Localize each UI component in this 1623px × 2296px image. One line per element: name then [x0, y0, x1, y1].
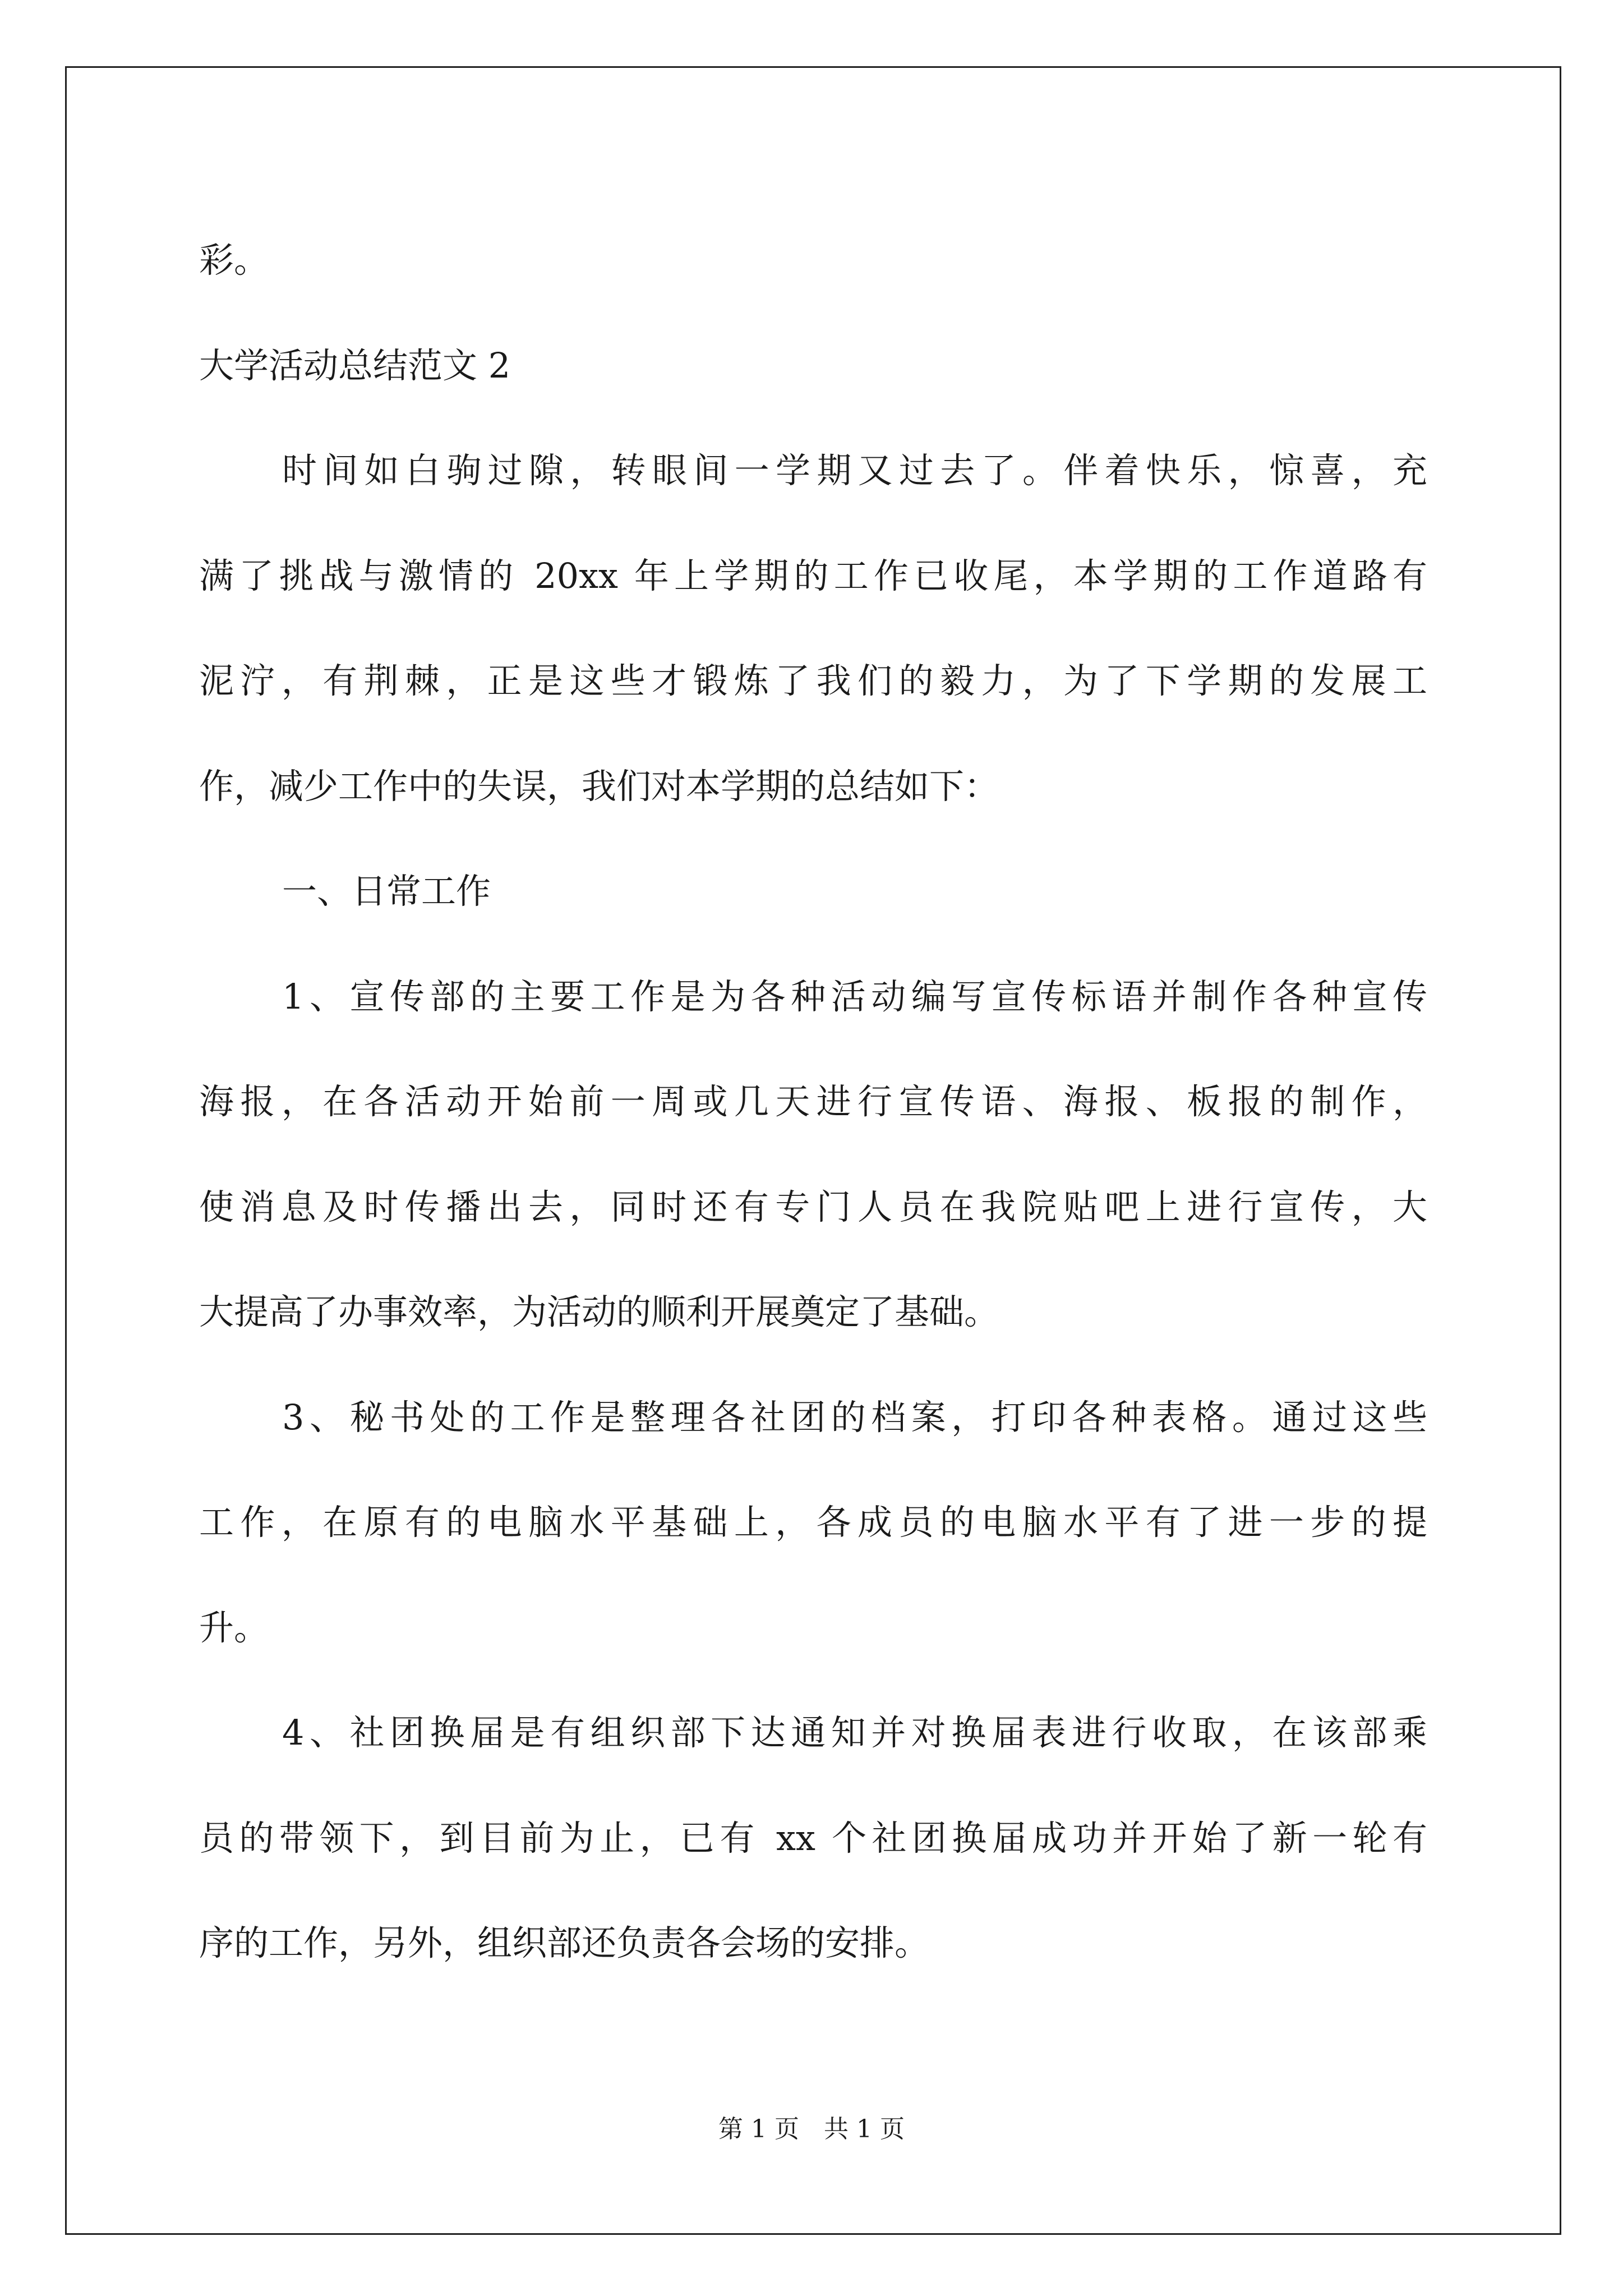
text-line: 满了挑战与激情的 20xx 年上学期的工作已收尾，本学期的工作道路有 — [199, 555, 1427, 596]
text-line: 员的带领下，到目前为止，已有 xx 个社团换届成功并开始了新一轮有 — [199, 1817, 1427, 1858]
text-line: 序的工作，另外，组织部还负责各会场的安排。 — [199, 1922, 930, 1963]
text-line: 升。 — [199, 1607, 269, 1648]
text-line: 3、秘书处的工作是整理各社团的档案，打印各种表格。通过这些 — [282, 1396, 1427, 1438]
text-line: 泥泞，有荆棘，正是这些才锻炼了我们的毅力，为了下学期的发展工 — [199, 660, 1427, 701]
text-line: 工作，在原有的电脑水平基础上，各成员的电脑水平有了进一步的提 — [199, 1502, 1427, 1543]
subheading: 一、日常工作 — [282, 871, 491, 912]
text-line: 大提高了办事效率，为活动的顺利开展奠定了基础。 — [199, 1291, 999, 1332]
page-number: 第 1 页 — [718, 2115, 799, 2143]
document-body — [199, 208, 1427, 1996]
text-line: 使消息及时传播出去，同时还有专门人员在我院贴吧上进行宣传，大 — [199, 1186, 1427, 1227]
page-footer — [0, 2114, 1623, 2145]
paragraph-continuation: 彩。 — [199, 240, 269, 280]
text-line: 4、社团换届是有组织部下达通知并对换届表进行收取，在该部乘 — [282, 1712, 1427, 1753]
text-line: 作，减少工作中的失误，我们对本学期的总结如下： — [199, 765, 999, 807]
text-line: 时间如白驹过隙，转眼间一学期又过去了。伴着快乐，惊喜，充 — [282, 450, 1427, 491]
text-line: 海报，在各活动开始前一周或几天进行宣传语、海报、板报的制作， — [199, 1081, 1427, 1122]
section-title: 大学活动总结范文 2 — [199, 344, 511, 386]
text-line: 1、宣传部的主要工作是为各种活动编写宣传标语并制作各种宣传 — [282, 976, 1427, 1017]
page-total: 共 1 页 — [824, 2115, 905, 2143]
